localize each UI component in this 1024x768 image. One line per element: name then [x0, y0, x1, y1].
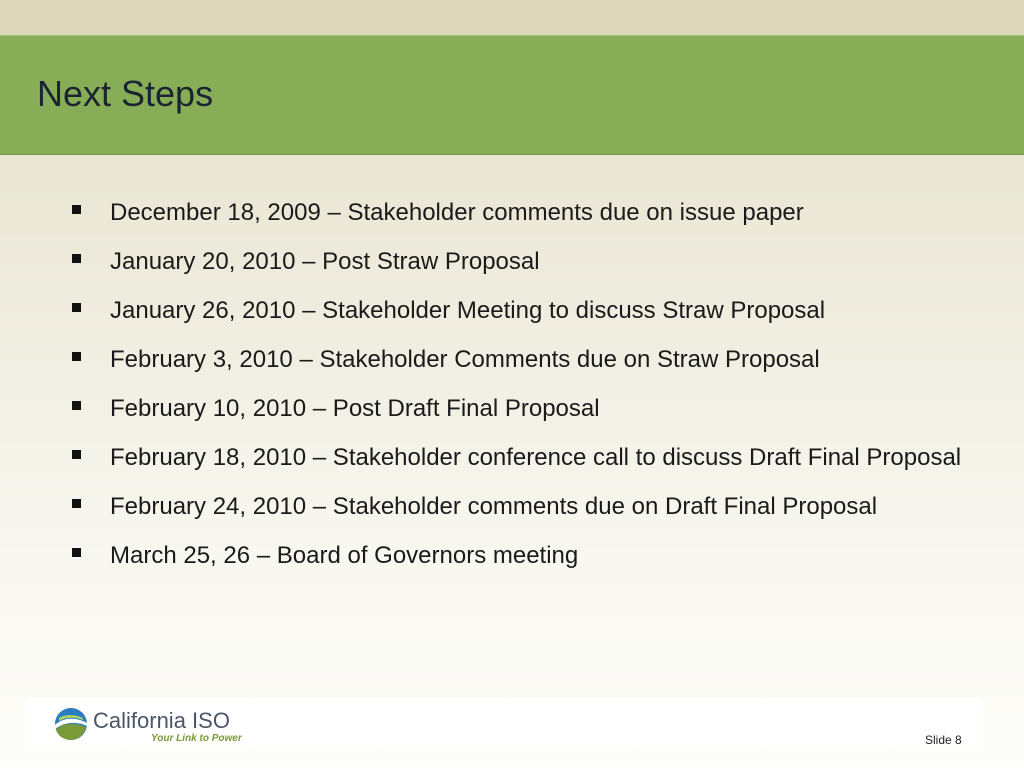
- top-band: [0, 0, 1024, 35]
- square-bullet-icon: [72, 450, 81, 459]
- bullet-item: [70, 294, 970, 327]
- square-bullet-icon: [72, 205, 81, 214]
- bullet-text: March 25, 26 – Board of Governors meeting: [110, 542, 579, 569]
- bullet-text: February 24, 2010 – Stakeholder comments due on Draft Final Proposal: [110, 493, 878, 520]
- bullet-item: [70, 539, 970, 572]
- california-iso-globe-icon: [53, 706, 89, 742]
- slide-title: Next Steps: [37, 73, 214, 114]
- bullet-text: February 10, 2010 – Post Draft Final Proposal: [110, 395, 600, 422]
- bullet-text: February 3, 2010 – Stakeholder Comments due on Straw Proposal: [110, 346, 820, 373]
- square-bullet-icon: [72, 352, 81, 361]
- square-bullet-icon: [72, 499, 81, 508]
- bullet-text: December 18, 2009 – Stakeholder comments due on issue paper: [110, 199, 804, 226]
- logo-name: California ISO: [93, 708, 230, 733]
- bullet-item: [70, 441, 970, 474]
- bullet-item: [70, 490, 970, 523]
- slide-number: Slide 8: [925, 733, 962, 747]
- bullet-item: [70, 343, 970, 376]
- bullet-text: January 26, 2010 – Stakeholder Meeting to discuss Straw Proposal: [110, 297, 826, 324]
- california-iso-logo: [53, 706, 253, 746]
- bullet-item: [70, 392, 970, 425]
- square-bullet-icon: [72, 401, 81, 410]
- logo-tagline: Your Link to Power: [151, 733, 242, 744]
- square-bullet-icon: [72, 303, 81, 312]
- square-bullet-icon: [72, 548, 81, 557]
- bullet-item: [70, 196, 970, 229]
- bullet-list: [70, 196, 970, 588]
- square-bullet-icon: [72, 254, 81, 263]
- bullet-text: February 18, 2010 – Stakeholder conference call to discuss Draft Final Proposal: [110, 444, 962, 471]
- bullet-text: January 20, 2010 – Post Straw Proposal: [110, 248, 540, 275]
- bullet-item: [70, 245, 970, 278]
